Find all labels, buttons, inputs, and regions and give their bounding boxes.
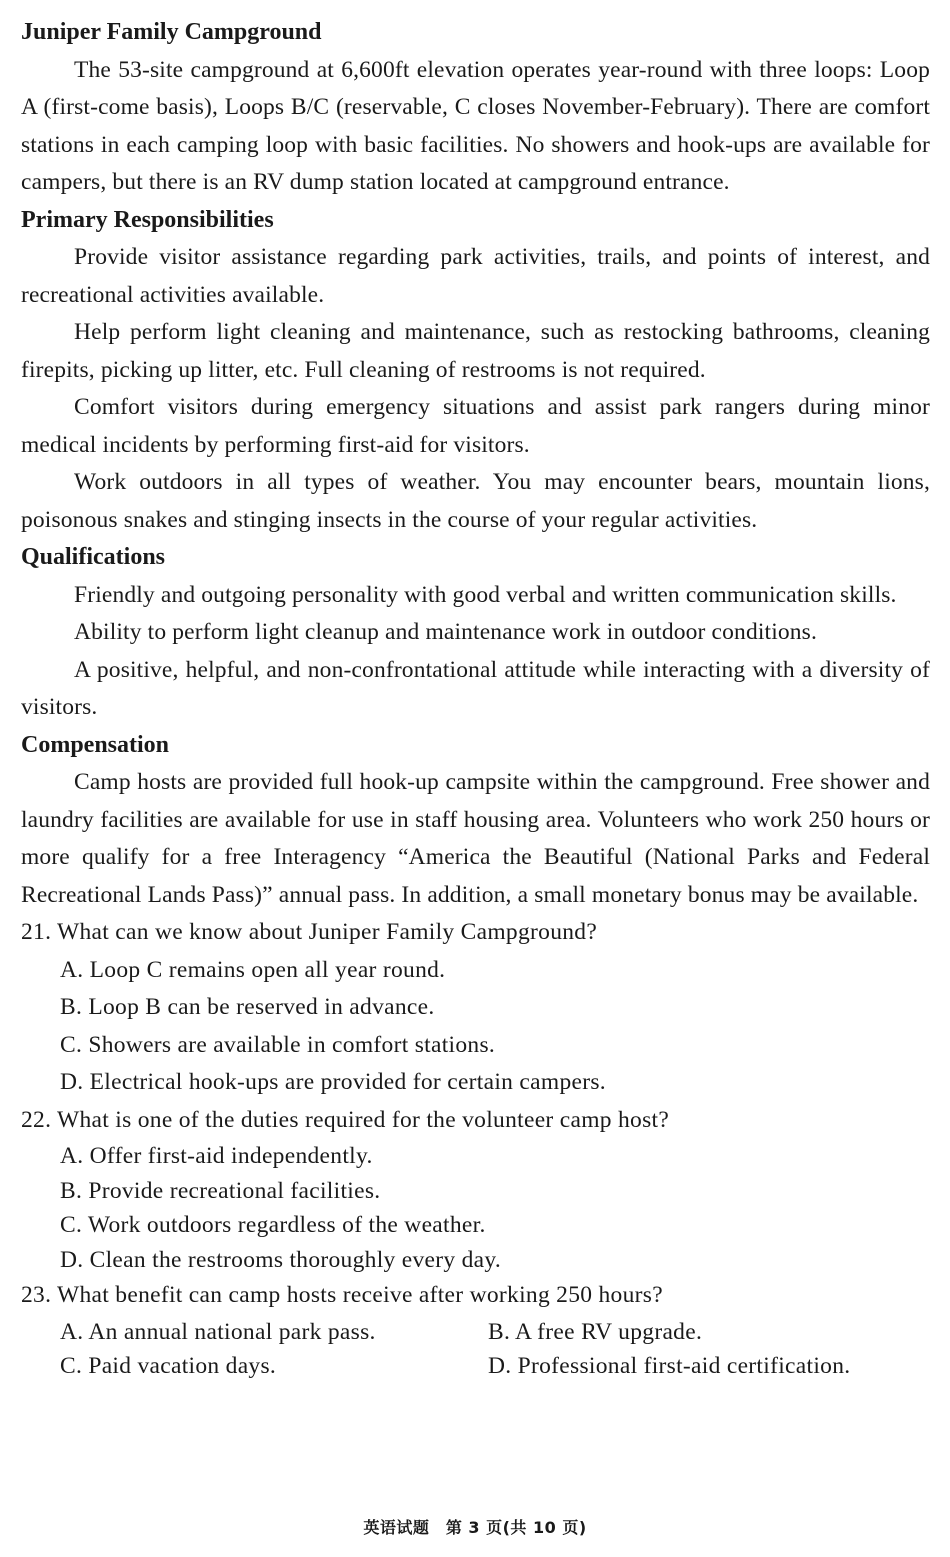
question-22-stem: 22. What is one of the duties required for the volunteer camp host? (21, 1106, 670, 1133)
question-21-stem: 21. What can we know about Juniper Family Campground? (21, 919, 598, 945)
paragraph-compensation: Camp hosts are provided full hook-up campsite within the campground. Free shower and laundry facilities are available for use in staff housing area. Volunteers who work 250 hours or more qualify for a free Interagency “America the Beautiful (National Parks and Federal Recreational Lands Pass)” annual pass. In addition, a small monetary bonus may be available. (21, 769, 930, 908)
question-23-option-row-1 (60, 1315, 930, 1350)
question-23-option-a: A. An annual national park pass. (60, 1318, 376, 1345)
paragraph-campground-description: The 53-site campground at 6,600ft elevation operates year-round with three loops: Loop A (first-come basis), Loops B/C (reservable, C closes November-February). There are comfort stations in each camping loop with basic facilities. No showers and hook-ups are available for campers, but there is an RV dump station located at campground entrance. (21, 56, 930, 195)
paragraph-attitude: A positive, helpful, and non-confrontational attitude while interacting with a diversity of visitors. (21, 656, 930, 720)
question-23-option-d: D. Professional first-aid certification. (488, 1353, 851, 1379)
section-heading-qualifications: Qualifications (21, 544, 166, 570)
section-heading-campground: Juniper Family Campground (21, 19, 322, 45)
question-23-stem: 23. What benefit can camp hosts receive after working 250 hours? (21, 1282, 663, 1308)
question-21-option-b: B. Loop B can be reserved in advance. (60, 994, 435, 1020)
page-footer: 英语试题 第 3 页(共 10 页) (363, 1518, 587, 1537)
question-22-option-d: D. Clean the restrooms thoroughly every day. (60, 1246, 502, 1273)
paragraph-emergency-first-aid: Comfort visitors during emergency situations and assist park rangers during minor medical incidents by performing first-aid for visitors. (21, 394, 930, 458)
question-23-options (21, 1315, 930, 1384)
question-23-option-row-2 (60, 1349, 930, 1384)
paragraph-visitor-assistance: Provide visitor assistance regarding park activities, trails, and points of interest, and recreational activities available. (21, 244, 930, 308)
question-21-option-d: D. Electrical hook-ups are provided for certain campers. (60, 1069, 606, 1095)
section-campground (21, 14, 930, 202)
section-compensation (21, 727, 930, 915)
question-23 (21, 1277, 930, 1384)
question-21-option-c: C. Showers are available in comfort stations. (60, 1031, 496, 1058)
question-22-option-a: A. Offer first-aid independently. (60, 1143, 373, 1169)
question-22 (21, 1102, 930, 1278)
paragraph-personality: Friendly and outgoing personality with good verbal and written communication skills. (74, 581, 897, 608)
section-heading-compensation: Compensation (21, 731, 170, 758)
section-responsibilities (21, 202, 930, 540)
paragraph-outdoor-work: Work outdoors in all types of weather. You may encounter bears, mountain lions, poisonous snakes and stinging insects in the course of your regular activities. (21, 469, 930, 533)
question-23-option-c: C. Paid vacation days. (60, 1353, 277, 1379)
question-23-option-b: B. A free RV upgrade. (488, 1318, 703, 1345)
section-heading-responsibilities: Primary Responsibilities (21, 206, 274, 233)
question-21 (21, 914, 930, 1102)
question-21-options (21, 952, 930, 1102)
section-qualifications (21, 539, 930, 727)
question-22-option-c: C. Work outdoors regardless of the weather. (60, 1212, 486, 1238)
paragraph-cleaning-maintenance: Help perform light cleaning and maintenance, such as restocking bathrooms, cleaning firepits, picking up litter, etc. Full cleaning of restrooms is not required. (21, 319, 930, 383)
question-21-option-a: A. Loop C remains open all year round. (60, 956, 446, 983)
question-22-option-b: B. Provide recreational facilities. (60, 1177, 381, 1204)
exam-page (21, 14, 930, 1384)
question-22-options (21, 1139, 930, 1277)
paragraph-ability: Ability to perform light cleanup and maintenance work in outdoor conditions. (74, 619, 817, 645)
